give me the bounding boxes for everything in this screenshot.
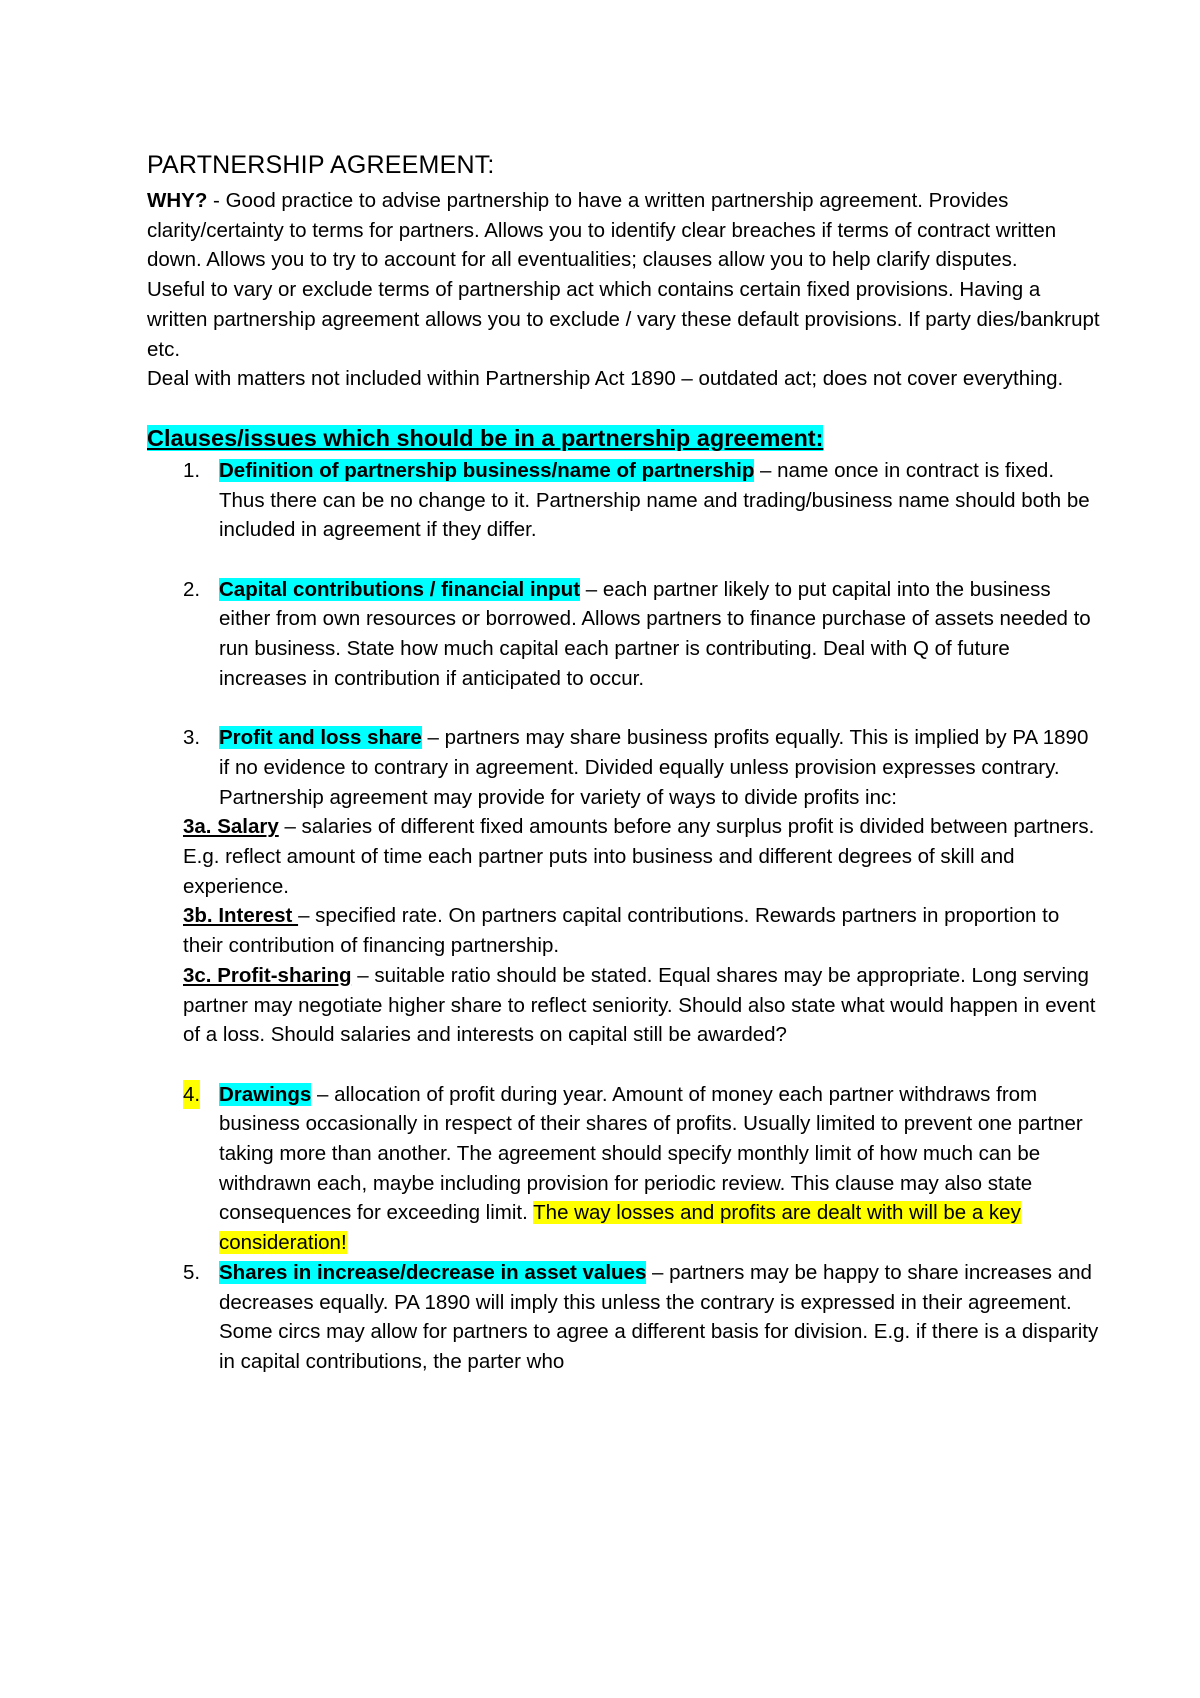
list-number: 4. (183, 1080, 200, 1110)
item-term: Definition of partnership business/name of partnership (219, 458, 755, 482)
document-title: PARTNERSHIP AGREEMENT: (147, 151, 495, 179)
list-number: 3. (183, 726, 201, 750)
matters-paragraph: Deal with matters not included within Partnership Act 1890 – outdated act; does not cover everything. (147, 367, 1064, 391)
list-item-3 (147, 723, 1100, 812)
item-text: – each partner likely to put capital into the business either from own resources or borrowed. Allows partners to finance purchase of assets needed to run business. State how much capital each partner is contributing. Deal with Q of future increases in contribution if anticipated to occur. (219, 577, 1091, 690)
why-paragraph (147, 186, 1100, 275)
subitem-text: – suitable ratio should be stated. Equal shares may be appropriate. Long serving partner may negotiate higher share to reflect seniority. Should also state what would happen in event of a loss. Should salaries and interests on capital still be awarded? (183, 963, 1096, 1047)
item-text: – allocation of profit during year. Amount of money each partner withdraws from business occasionally in respect of their shares of profits. Usually limited to prevent one partner taking more than another. The agreement should specify monthly limit of how much can be withdrawn each, maybe including provision for periodic review. This clause may also state consequences for exceeding limit. (219, 1082, 1083, 1225)
list-item-2 (147, 575, 1100, 694)
spacer (147, 545, 1100, 575)
item-text: – partners may share business profits equally. This is implied by PA 1890 if no evidence to contrary in agreement. Divided equally unless provision expresses contrary. Partnership agreement may provide for variety of ways to divide profits inc: (219, 726, 1089, 809)
subitem-profit-sharing (147, 961, 1100, 1050)
list-number: 2. (183, 577, 201, 601)
subitem-term: 3c. Profit-sharing (183, 963, 352, 987)
key-consideration-highlight: The way losses and profits are dealt with will be a key consideration! (219, 1201, 1021, 1255)
vary-paragraph: Useful to vary or exclude terms of partnership act which contains certain fixed provisions. Having a written partnership agreement allows you to exclude / vary these default provisions. If party dies/bankrupt etc. (147, 278, 1100, 361)
subitem-salary (147, 812, 1100, 901)
spacer (147, 694, 1100, 724)
subitem-term: 3b. Interest (183, 904, 299, 928)
subitem-term: 3a. Salary (183, 815, 279, 839)
subitem-text: – specified rate. On partners capital contributions. Rewards partners in proportion to their contribution of financing partnership. (183, 904, 1060, 958)
clauses-heading (147, 422, 1100, 454)
subitem-text: – salaries of different fixed amounts before any surplus profit is divided between partners. E.g. reflect amount of time each partner puts into business and different degrees of skill and experience. (183, 815, 1095, 898)
list-number: 5. (183, 1260, 201, 1284)
item-term: Drawings (219, 1082, 312, 1106)
item-term: Profit and loss share (219, 726, 422, 750)
why-label: WHY? (147, 189, 208, 212)
list-item-1 (147, 456, 1100, 545)
list-item-4 (147, 1080, 1100, 1258)
subitem-interest (147, 901, 1100, 960)
list-item-5 (147, 1258, 1100, 1377)
item-term: Capital contributions / financial input (219, 577, 581, 601)
why-text: - Good practice to advise partnership to have a written partnership agreement. Provides clarity/certainty to terms for partners. Allows you to identify clear breaches if terms of contract written down. Allows you to try to account for all eventualities; clauses allow you to help clarify disputes. (147, 189, 1057, 272)
clauses-heading-text: Clauses/issues which should be in a partnership agreement: (147, 424, 824, 451)
item-term: Shares in increase/decrease in asset values (219, 1260, 647, 1284)
list-number: 1. (183, 458, 201, 482)
item-text: – name once in contract is fixed. Thus there can be no change to it. Partnership name and trading/business name should both be included in agreement if they differ. (219, 458, 1090, 542)
item-text: – partners may be happy to share increases and decreases equally. PA 1890 will imply this unless the contrary is expressed in their agreement. Some circs may allow for partners to agree a different basis for division. E.g. if there is a disparity in capital contributions, the parter who (219, 1260, 1099, 1373)
spacer (147, 1050, 1100, 1080)
